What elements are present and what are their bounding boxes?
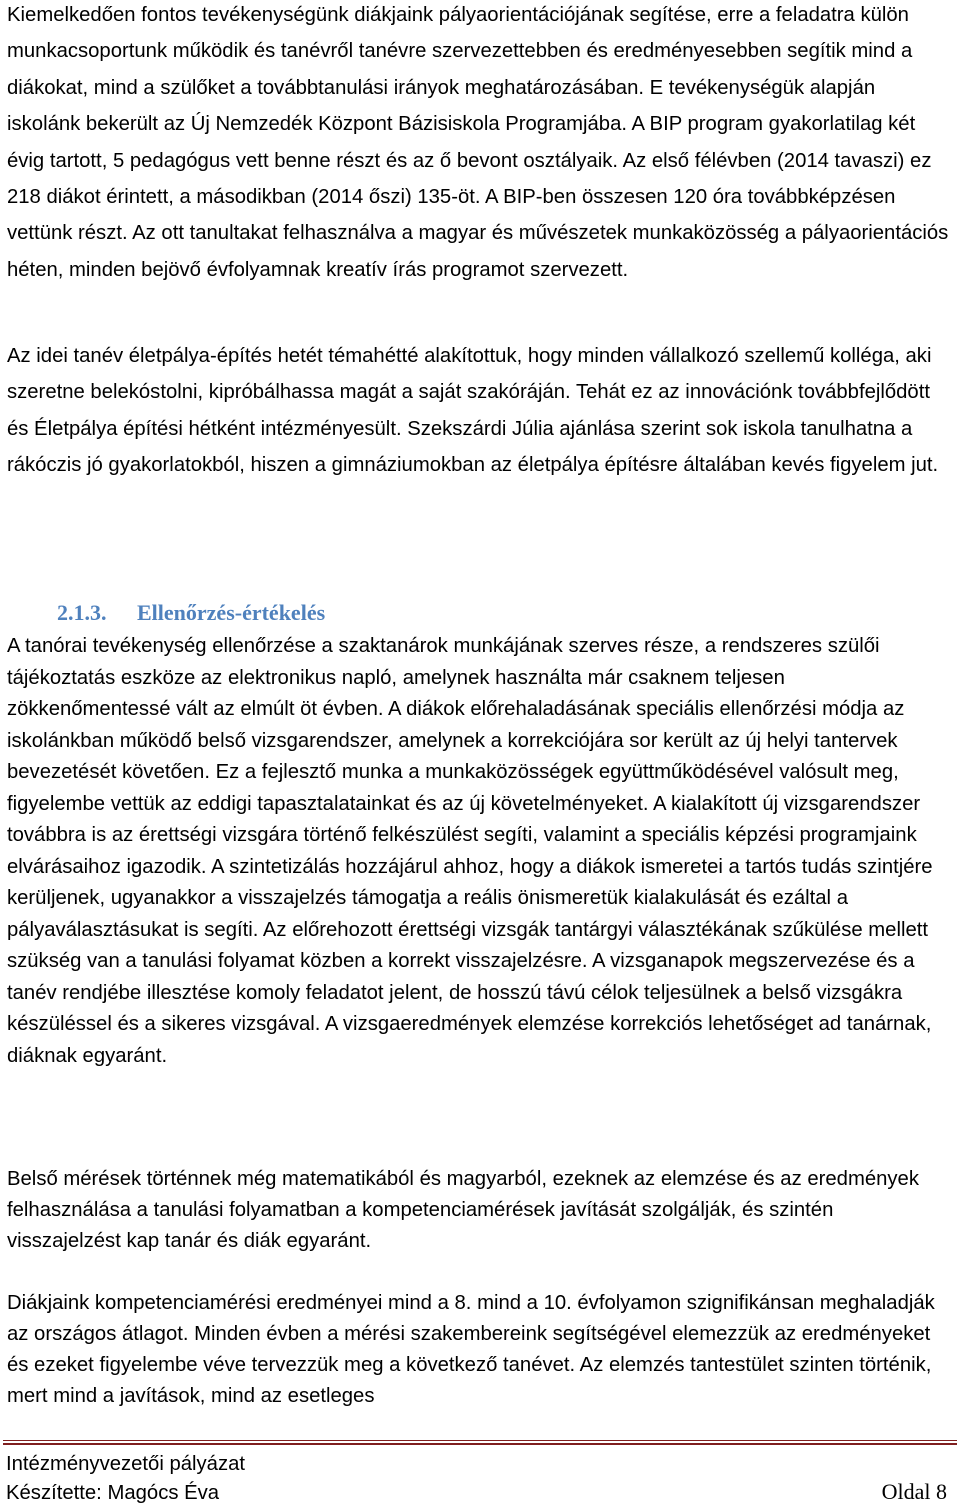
paragraph-career-week: Az idei tanév életpálya-építés hetét témahétté alakítottuk, hogy minden vállalkozó szellemű kolléga, aki szeretne belekóstolni, kipróbálhassa magát a saját szakóráján. Tehát ez az innovációnk továbbfejlődött és Életpálya építési hétként intézményesült. Szekszárdi Júlia ajánlása szerint sok iskola tanulhatna a rákóczis jó gyakorlatokból, hiszen a gimnáziumokban az életpálya építésre általában kevés figyelem jut. xyxy=(7,345,939,477)
section-heading xyxy=(57,598,325,628)
section-title: Ellenőrzés-értékelés xyxy=(137,600,326,625)
paragraph-competency-results: Diákjaink kompetenciamérési eredményei mind a 8. mind a 10. évfolyamon szignifikánsan meghaladják az országos átlagot. Minden évben a mérési szakembereink segítségével elemezzük az eredményeket és ezeket figyelembe véve tervezzük meg a következő tanévet. Az elemzés tantestület szinten történik, mert mind a javítások, mind az esetleges xyxy=(7,1292,935,1408)
footer-page-number: Oldal 8 xyxy=(881,1479,947,1504)
footer-author: Készítette: Magócs Éva xyxy=(6,1482,220,1504)
footer-document-title: Intézményvezetői pályázat xyxy=(6,1453,245,1475)
paragraph-assessment: A tanórai tevékenység ellenőrzése a szaktanárok munkájának szerves része, a rendszeres szülői tájékoztatás eszköze az elektronikus napló, amelynek használta már csaknem teljesen zökkenőmentessé vált az elmúlt öt évben. A diákok előrehaladásának speciális ellenőrzési módja az iskolánkban működő belső vizsgarendszer, amelynek a korrekciójára sor került az új helyi tantervek bevezetését követően. Ez a fejlesztő munka a munkaközösségek együttműködésével valósult meg, figyelembe vettük az eddigi tapasztalatainkat és az új követelményeket. A kialakított új vizsgarendszer továbbra is az érettségi vizsgára történő felkészülést segíti, valamint a speciális képzési programjaink elvárásaihoz igazodik. A szintetizálás hozzájárul ahhoz, hogy a diákok ismeretei a tartós tudás szintjére kerüljenek, ugyanakkor a visszajelzés támogatja a reális önismeretük kialakulását és ezáltal a pályaválasztásukat is segíti. Az előrehozott érettségi vizsgák tantárgyi választékának szűkülése mellett szükség van a tanulási folyamat közben a korrekt visszajelzésre. A vizsganapok megszervezése és a tanév rendjébe illesztése komoly feladatot jelent, de hosszú távú célok teljesülnek a belső vizsgákra készüléssel és a sikeres vizsgával. A vizsgaeredmények elemzése korrekciós lehetőséget ad tanárnak, diáknak egyaránt. xyxy=(7,635,933,1067)
footer-divider-thin xyxy=(3,1440,957,1441)
paragraph-internal-measurements: Belső mérések történnek még matematikából és magyarból, ezeknek az elemzése és az eredmények felhasználása a tanulási folyamatban a kompetenciamérések javítását szolgálják, és szintén visszajelzést kap tanár és diák egyaránt. xyxy=(7,1168,919,1253)
footer-divider-thick xyxy=(3,1443,957,1445)
paragraph-career-orientation: Kiemelkedően fontos tevékenységünk diákjaink pályaorientációjának segítése, erre a feladatra külön munkacsoportunk működik és tanévről tanévre szervezettebben és eredményesebben segítik mind a diákokat, mind a szülőket a továbbtanulási irányok meghatározásában. E tevékenységük alapján iskolánk bekerült az Új Nemzedék Központ Bázisiskola Programjába. A BIP program gyakorlatilag két évig tartott, 5 pedagógus vett benne részt és az ő bevont osztályaik. Az első félévben (2014 tavaszi) ez 218 diákot érintett, a másodikban (2014 őszi) 135-öt. A BIP-ben összesen 120 óra továbbképzésen vettünk részt. Az ott tanultakat felhasználva a magyar és művészetek munkaközösség a pályaorientációs héten, minden bejövő évfolyamnak kreatív írás programot szervezett. xyxy=(7,4,949,281)
section-number: 2.1.3. xyxy=(57,600,107,625)
